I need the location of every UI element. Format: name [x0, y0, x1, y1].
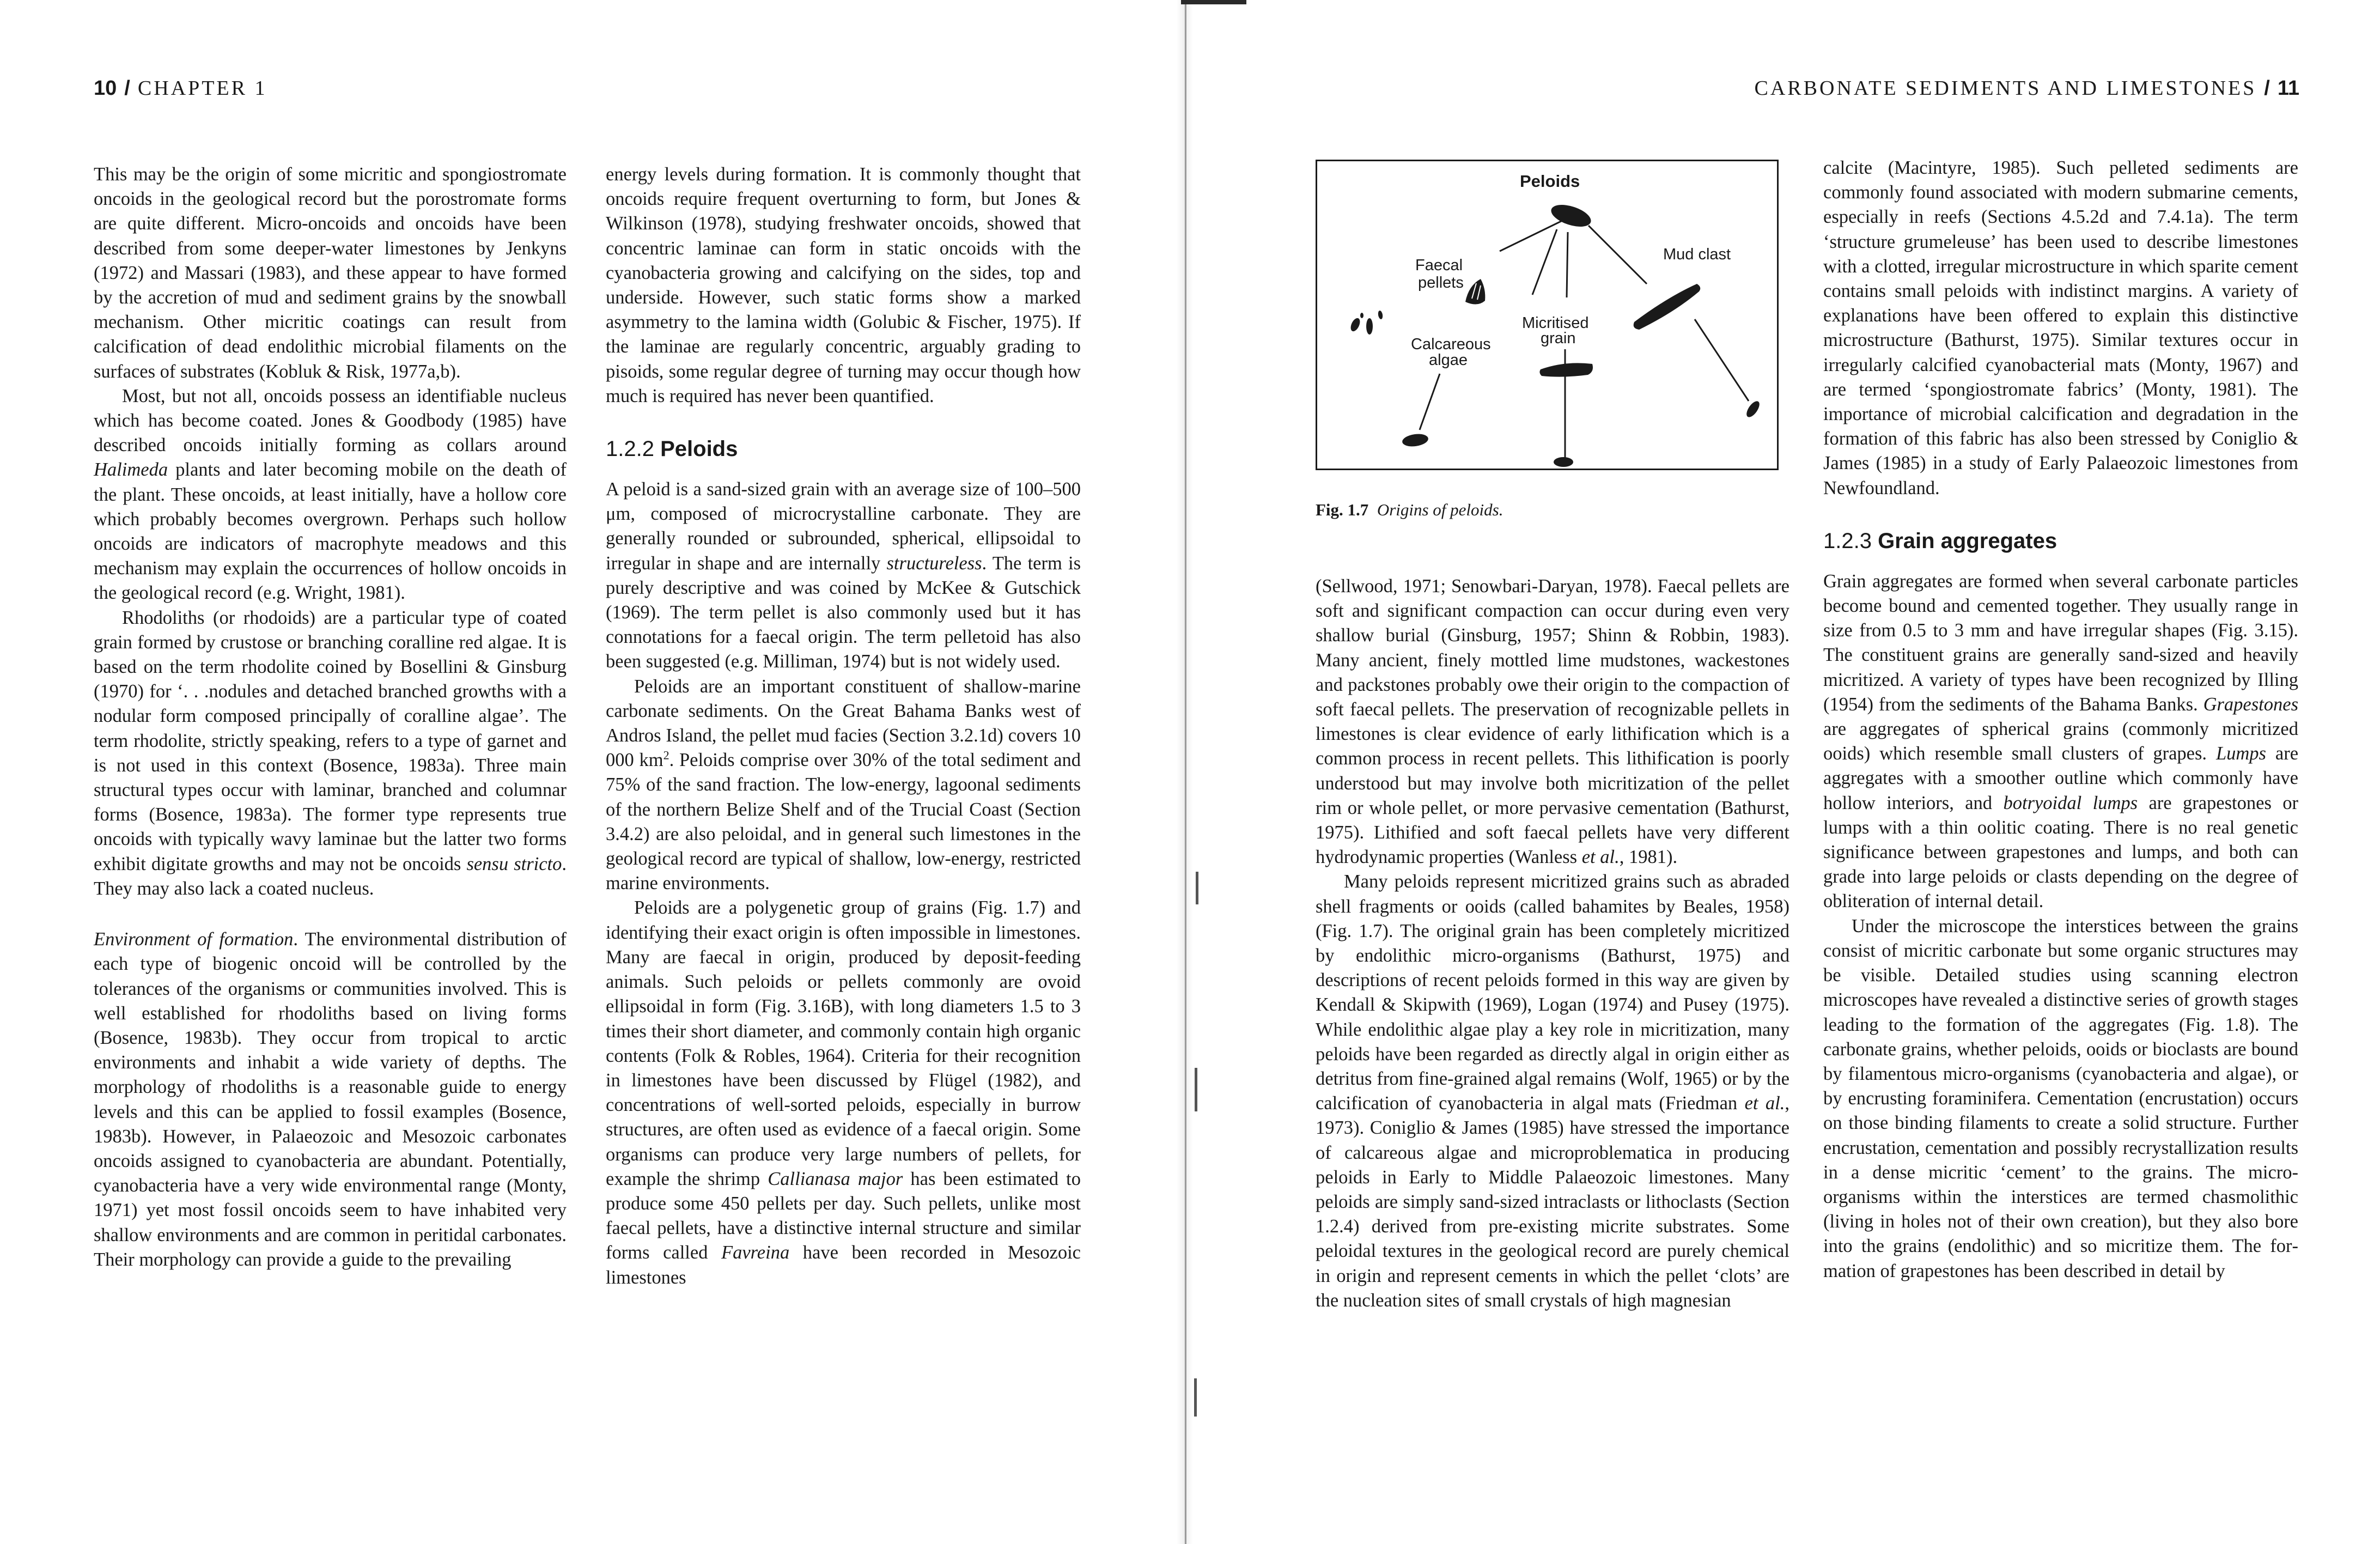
gutter-mark: [1194, 1378, 1197, 1417]
paragraph: calcite (Macintyre, 1985). Such pelleted sediments are commonly found associated with modern submarine cements, especially in reefs (Sections 4.5.2d and 7.4.1a). The term ‘structure grumeleuse’ has been used to describe limestones with a clotted, irregular microstructure in which sparite cement contains small peloids with indistinct margins. A variety of explanations have been offered to explain this distinctive microstructure (Bathurst, 1975). Similar textures occur in irregularly calcified cyanobacterial mats (Monty, 1967) and are termed ‘spongiostromate fabrics’ (Monty, 1981). The importance of microbial calcification and degradation in the formation of this fabric has also been stressed by Coniglio & James (1985) in a study of Early Palaeozoic limestones from Newfoundland.: [1823, 157, 2298, 499]
left-page-header: [94, 76, 267, 100]
label-faecal: Faecal: [1415, 257, 1463, 274]
right-page-header: [1755, 76, 2299, 100]
paragraph: This may be the origin of some micritic and spongiostromate oncoids in the geological record but the porostromate forms are quite different. Micro-oncoids and oncoids have been described from some deeper-water limestones by Jenkyns (1972) and Massari (1983), and these appear to have formed by the accretion of mud and sediment grains by the snowball mechanism. Other micritic coatings can result from calcification of dead endolithic microbial filaments on the surfaces of substrates (Kobluk & Risk, 1977a,b).: [94, 164, 567, 382]
figure-caption: Fig. 1.7 Origins of peloids.: [1316, 500, 1504, 519]
section-heading: 1.2.3 Grain aggregates: [1823, 528, 2058, 553]
arrow-line: [1532, 229, 1557, 295]
left-column-2: [606, 162, 1081, 1290]
paragraph: Rhodoliths (or rhodoids) are a particular type of coated grain formed by crustose or branching coralline red algae. It is based on the term rhodolite coined by Bosellini & Ginsburg (1970) for ‘. . .nodules and detached branched growths with a nodular form composed principally of coralline algae’. The term rhodolite, strictly speaking, refers to a type of garnet and is not used in this context (Bosence, 1983a). Three main structural types occur with laminar, branched and columnar forms (Bosence, 1983a). The former type represents true oncoids with typically wavy laminae but the latter two forms exhibit digitate growths and may not be oncoids sensu stricto. They may also lack a coated nucleus.: [94, 607, 567, 899]
figure-peloid-origins: [1316, 160, 1779, 470]
paragraph: A peloid is a sand-sized grain with an average size of 100–500 μm, composed of microcrystalline carbonate. They are generally rounded or subrounded, spherical, ellipsoidal to irregular in shape and are internally structureless. The term is purely descriptive and was coined by McKee & Gutschick (1969). The term pellet is also commonly used but it has connotations for a faecal origin. The term pelletoid has also been suggested (e.g. Milliman, 1974) but is not widely used.: [606, 479, 1081, 672]
paragraph: Environment of formation. The environmental distribution of each type of biogenic oncoid will be controlled by the tolerances of the organisms or communities involved. This is well established for rhodoliths based on living forms (Bosence, 1983b). They occur from tropical to arctic environments and inhabit a wide variety of depths. The morphology of rhodoliths is a reasonable guide to energy levels and this can be applied to fossil examples (Bosence, 1983b). However, in Palaeozoic and Mesozoic carbonates oncoids assigned to cyanobacteria are abundant. Potentially, cyanobacteria have a very wide environmental range (Monty, 1971) yet most fossil oncoids seem to have inhabited very shallow environments and are common in peritidal carbonates. Their morphology can provide a guide to the prevailing: [94, 929, 567, 1270]
output-peloid-shape: [1402, 433, 1429, 448]
paragraph: Most, but not all, oncoids possess an identifiable nucleus which has become coated. Jones & Goodbody (1985) have described oncoids initially forming as collars around Halimeda plants and later becoming mobile on the death of the plant. These oncoids, at least initially, have a hollow core which probably becomes overgrown. Perhaps such hollow oncoids are indicators of macrophyte meadows and this mechanism may explain the occurrences of hollow oncoids in the geological record (e.g. Wright, 1981).: [94, 385, 567, 604]
micritised-grain-shape: [1539, 363, 1593, 376]
right-column-2: [1823, 156, 2298, 1284]
label-peloids: Peloids: [1520, 172, 1580, 191]
paragraph: Under the microscope the interstices between the grains consist of micritic carbonate but some organic structures may be visible. Detailed studies using scanning electron microscopes have revealed a distinctive series of growth stages leading to the formation of the aggregates (Fig. 1.8). The carbonate grains, whether peloids, ooids or bioclasts are bound by filamentous micro-organisms (cyanobacteria and algae), or by encrusting foraminifera. Cementation (encrustation) occurs on those binding filaments to create a solid structure. Further encrustation, cementation and possibly recrystallization results in a dense micritic ‘cement’ to the grains. The micro-organisms within the interstices are termed chasmolithic (living in holes not of their own creation), but they also bore into the grains (endolithic) and so micritize them. The formation of grapestones has been described in detail by: [1823, 915, 2298, 1281]
paragraph: Many peloids represent micritized grains such as abraded shell fragments or ooids (called bahamites by Beales, 1958) (Fig. 1.7). The original grain has been completely micritized by endolithic micro-organisms (Bathurst, 1975) and descriptions of recent peloids formed in this way are given by Kendall & Skipwith (1969), Logan (1974) and Pusey (1975). While endolithic algae play a key role in micritization, many peloids have been regarded as directly algal in origin either as detritus from fine-grained algal remains (Wolf, 1965) or by the calcification of cyanobacteria in algal mats (Friedman et al., 1973). Coniglio & James (1985) have stressed the importance of calcareous algae and microproblematica in producing peloids in Early to Middle Palaeozoic limestones. Many peloids are simply sand-sized intraclasts or lithoclasts (Section 1.2.4) derived from pre-existing micrite substrates. Some peloidal textures in the geological record are purely chemical in origin and represent cements in which the pellet ‘clots’ are the nucleation sites of small crystals of high magnesian: [1316, 871, 1789, 1311]
arrow-line: [1588, 226, 1647, 284]
faecal-pellet-shape: [1378, 310, 1384, 319]
label-mud-clast: Mud clast: [1663, 246, 1731, 263]
label-pellets: pellets: [1418, 274, 1464, 291]
label-micritised: Micritised: [1522, 314, 1589, 332]
paragraph: (Sellwood, 1971; Senowbari-Daryan, 1978). Faecal pellets are soft and significant compaction can occur during even very shallow burial (Ginsburg, 1957; Shinn & Robbin, 1983). Many ancient, finely mottled lime mudstones, wackestones and packstones probably owe their origin to the compaction of soft faecal pellets. The preservation of recognizable pellets in limestones is clear evidence of early lithification which is a common process in recent pellets. This lithification is poorly understood but may involve both micritization of the pellet rim or whole pellet, or more pervasive cementation (Bathurst, 1975). Lithified and soft faecal pellets have very different hydrodynamic properties (Wanless et al., 1981).: [1316, 576, 1789, 868]
gutter-mark: [1195, 1068, 1197, 1111]
chapter-label: CHAPTER 1: [137, 77, 267, 100]
book-gutter-line: [1185, 0, 1186, 1544]
right-column-1: [1316, 574, 1789, 1313]
spacer: [606, 409, 1081, 435]
paragraph: Grain aggregates are formed when several carbonate particles become bound and cemented together. They usually range in size from 0.5 to 3 mm and have irregular shapes (Fig. 3.15). The constituent grains are generally sand-sized and heavily micritized. A variety of types have been recognized by Illing (1954) from the sediments of the Bahama Banks. Grapestones are aggregates of spherical grains (commonly micritized ooids) which resemble small clusters of grapes. Lumps are aggregates with a smoother outline which commonly have hollow interiors, and botryoidal lumps are grapestones or lumps with a thin oolitic coating. There is no real genetic significance between grapestones and lumps, and both can grade into large peloids or clasts depending on the degree of obliteration of internal detail.: [1823, 570, 2299, 912]
faecal-pellet-shape: [1360, 313, 1364, 318]
spacer: [1823, 501, 2298, 527]
spacer: [606, 463, 1081, 477]
label-grain: grain: [1541, 330, 1576, 347]
arrow-line: [1567, 232, 1568, 297]
spacer: [1823, 555, 2298, 569]
output-peloid-shape: [1554, 457, 1573, 467]
figure-diagram: [1317, 161, 1780, 472]
paragraph: Peloids are a polygenetic group of grains (Fig. 1.7) and identifying their exact origin is often impossible in limestones. Many are faecal in origin, produced by deposit-feeding animals. Such peloids or pellets commonly are ovoid ellipsoidal in form (Fig. 3.16B), with long diameters 1.5 to 3 times their short diameter, and commonly contain high organic contents (Folk & Robles, 1964). Criteria for their recognition in limestones have been discussed by Flügel (1982), and concentrations of well-sorted peloids, especially in burrow structures, are often used as evidence of a faecal origin. Some organisms can produce very large numbers of pellets, for example the shrimp Callianasa major has been estimated to produce some 450 pellets per day. Such pellets, unlike most faecal pellets, have a distinctive internal structure and similar forms called Favreina have been recorded in Mesozoic limestones: [606, 897, 1081, 1288]
label-algae: algae: [1429, 351, 1468, 369]
gutter-mark: [1196, 872, 1198, 904]
paragraph: Peloids are an important constituent of shallow-marine carbonate sediments. On the Great Bahama Banks west of Andros Island, the pellet mud facies (Section 3.2.1d) covers 10 000 $km^2$. Peloids comprise over 30% of the total sediment and 75% of the sand fraction. The low-energy, lagoonal sediments of the northern Belize Shelf and of the Trucial Coast (Section 3.4.2) are also peloidal, and in general such limestones in the geological record are typical of shallow, low-energy, restricted marine environments.: [606, 676, 1081, 894]
label-calcareous: Calcareous: [1411, 336, 1491, 353]
spacer: [94, 901, 567, 927]
running-title: CARBONATE SEDIMENTS AND LIMESTONES: [1754, 77, 2257, 100]
page-number: 10: [94, 77, 117, 100]
header-separator: /: [124, 77, 130, 100]
arrow-line: [1695, 319, 1749, 401]
faecal-pellet-shape: [1366, 318, 1373, 335]
mud-clast-shape: [1634, 284, 1701, 330]
paragraph: energy levels during formation. It is commonly thought that oncoids require frequent overturning to form, but Jones & Wilkinson (1978), studying freshwater oncoids, showed that concentric laminae can form in static oncoids with the cyanobacteria growing and calcifying on the sides, top and underside. However, such static forms show a marked asymmetry to the lamina width (Golubic & Fischer, 1975). If the laminae are regularly concentric, arguably grading to pisoids, some regular degree of turning may occur though how much is required has never been quantified.: [606, 164, 1081, 406]
calcareous-algae-shape: [1465, 279, 1485, 305]
page-number: 11: [2277, 77, 2299, 100]
faecal-pellet-shape: [1349, 317, 1362, 332]
book-gutter-cap: [1181, 0, 1246, 4]
output-peloid-shape: [1744, 399, 1762, 419]
section-heading: 1.2.2 Peloids: [606, 437, 738, 461]
left-column-1: [94, 162, 567, 1272]
peloid-shape: [1549, 200, 1594, 231]
header-separator: /: [2264, 77, 2270, 100]
left-page: [0, 0, 1185, 1544]
arrow-line: [1420, 374, 1440, 430]
